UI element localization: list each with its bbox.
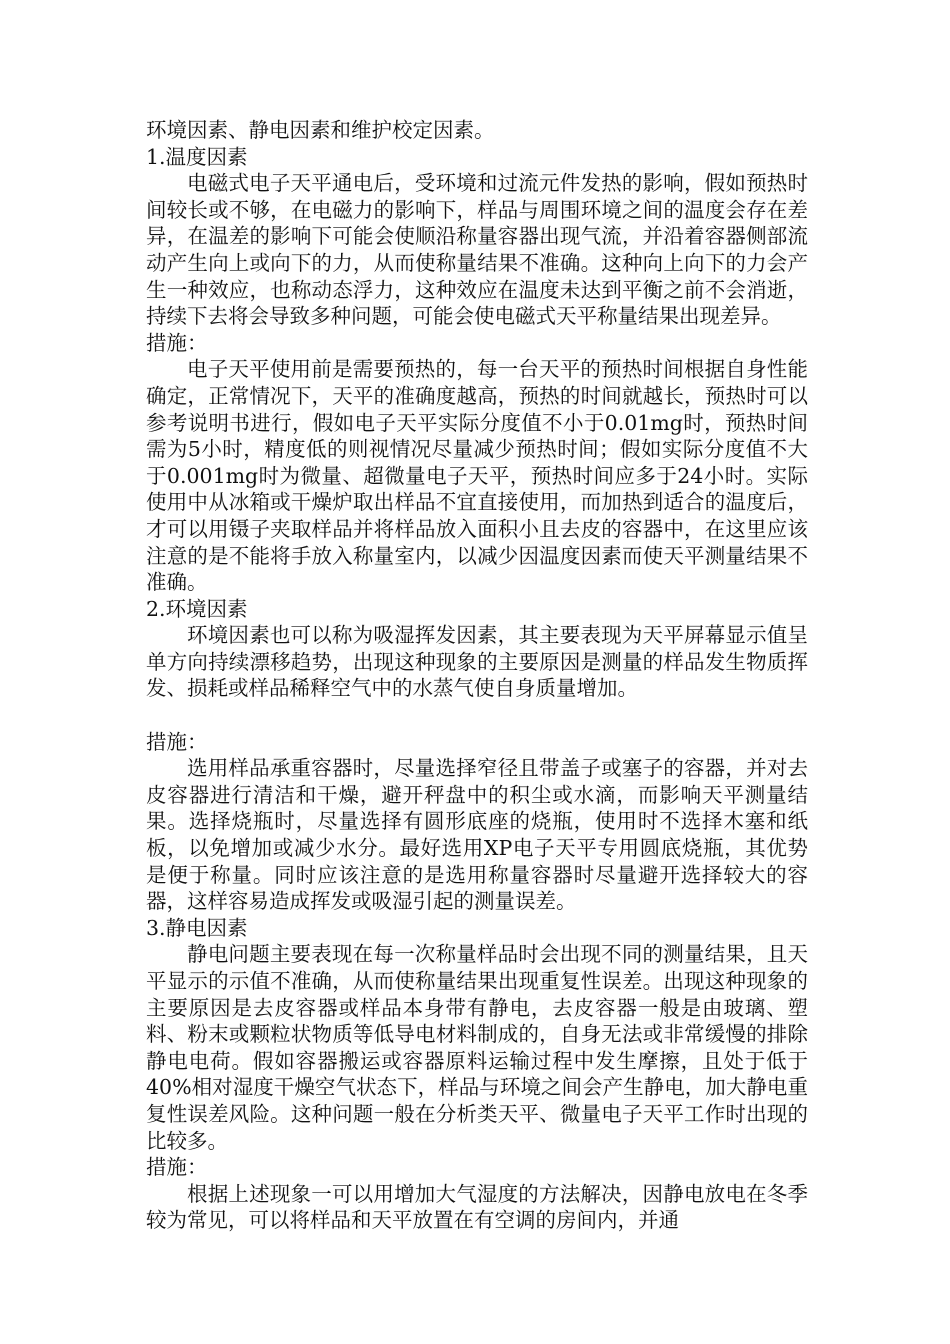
section-heading-temperature: 1.温度因素: [146, 144, 248, 169]
section-heading-static: 3.静电因素: [146, 915, 248, 940]
measures-label-environment: 措施：: [146, 729, 208, 754]
section-body-static: 静电问题主要表现在每一次称量样品时会出现不同的测量结果，且天平显示的示值不准确，从而使称量结果出现重复性误差。出现这种现象的主要原因是去皮容器或样品本身带有静电，去皮容器一般是由玻璃、塑料、粉末或颗粒状物质等低导电材料制成的，自身无法或非常缓慢的排除静电电荷。假如容器搬运或容器原料运输过程中发生摩擦，且处于低于40%相对湿度干燥空气状态下，样品与环境之间会产生静电，加大静电重复性误差风险。这种问题一般在分析类天平、微量电子天平工作时出现的比较多。: [146, 942, 808, 1153]
section-heading-environment: 2.环境因素: [146, 596, 248, 621]
intro-line: 环境因素、静电因素和维护校定因素。: [146, 118, 495, 142]
measures-label-static: 措施：: [146, 1155, 208, 1180]
measures-text-static: 根据上述现象一可以用增加大气湿度的方法解决，因静电放电在冬季较为常见，可以将样品和天平放置在有空调的房间内，并通: [146, 1181, 808, 1233]
paragraph-spacer: [146, 702, 808, 729]
measures-text-temperature: 电子天平使用前是需要预热的，每一台天平的预热时间根据自身性能确定，正常情况下，天平的准确度越高，预热的时间就越长，预热时可以参考说明书进行，假如电子天平实际分度值不小于0.01mg时，预热时间需为5小时，精度低的则视情况尽量减少预热时间；假如实际分度值不大于0.001mg时为微量、超微量电子天平，预热时间应多于24小时。实际使用中从冰箱或干燥炉取出样品不宜直接使用，而加热到适合的温度后，才可以用镊子夹取样品并将样品放入面积小且去皮的容器中，在这里应该注意的是不能将手放入称量室内，以减少因温度因素而使天平测量结果不准确。: [146, 357, 808, 595]
document-body: [146, 117, 808, 1234]
section-body-environment: 环境因素也可以称为吸湿挥发因素，其主要表现为天平屏幕显示值呈单方向持续漂移趋势，出现这种现象的主要原因是测量的样品发生物质挥发、损耗或样品稀释空气中的水蒸气使自身质量增加。: [146, 623, 808, 701]
section-body-temperature: 电磁式电子天平通电后，受环境和过流元件发热的影响，假如预热时间较长或不够，在电磁力的影响下，样品与周围环境之间的温度会存在差异，在温差的影响下可能会使顺沿称量容器出现气流，并沿着容器侧部流动产生向上或向下的力，从而使称量结果不准确。这种向上向下的力会产生一种效应，也称动态浮力，这种效应在温度未达到平衡之前不会消逝，持续下去将会导致多种问题，可能会使电磁式天平称量结果出现差异。: [146, 171, 808, 329]
measures-text-environment: 选用样品承重容器时，尽量选择窄径且带盖子或塞子的容器，并对去皮容器进行清洁和干燥，避开秤盘中的积尘或水滴，而影响天平测量结果。选择烧瓶时，尽量选择有圆形底座的烧瓶，使用时不选择木塞和纸板，以免增加或减少水分。最好选用XP电子天平专用圆底烧瓶，其优势是便于称量。同时应该注意的是选用称量容器时尽量避开选择较大的容器，这样容易造成挥发或吸湿引起的测量误差。: [146, 756, 808, 914]
measures-label-temperature: 措施：: [146, 330, 208, 355]
